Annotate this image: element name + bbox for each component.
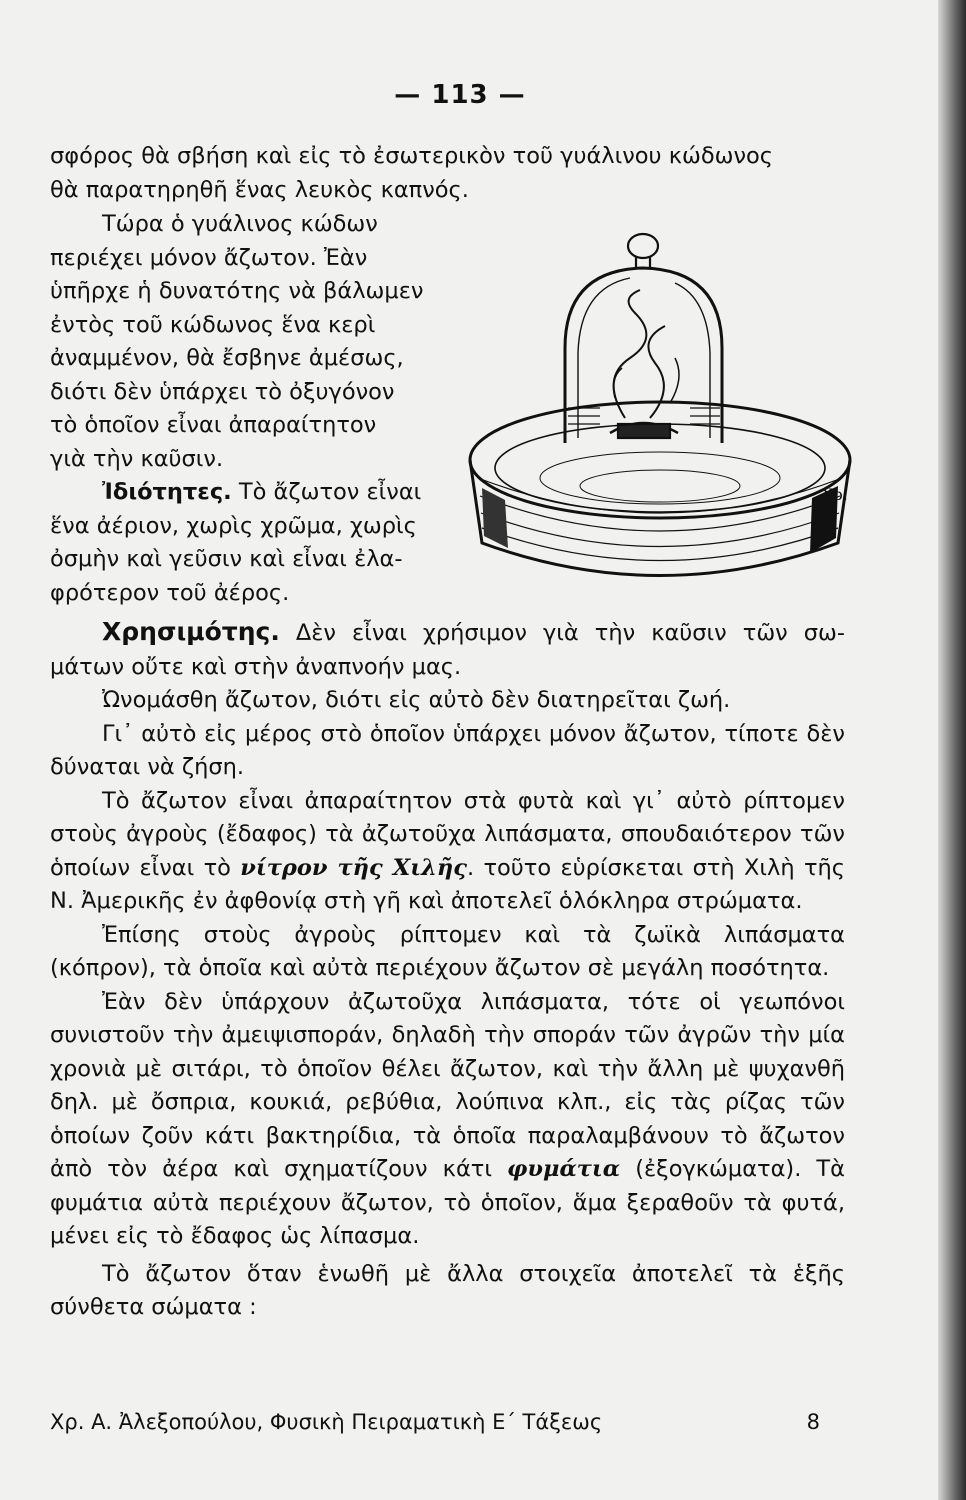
usefulness-text: Δὲν εἶναι χρήσιμον γιὰ τὴν καῦσιν τῶν σω-μάτων οὔτε καὶ στὴν ἀναπνοήν μας. xyxy=(50,620,845,680)
narrow-text-block xyxy=(50,208,455,610)
page-footer xyxy=(50,1410,820,1434)
text-line: ἐντὸς τοῦ κώδωνος ἕνα κερὶ xyxy=(50,311,376,338)
bell-jar-illustration xyxy=(460,228,855,593)
text-line: ὑπῆρχε ἡ δυνατότης νὰ βάλωμεν xyxy=(50,278,424,304)
footer-signature-number: 8 xyxy=(806,1410,820,1434)
page-number: — 113 — xyxy=(394,80,526,110)
text-line: τὸ ὁποῖον εἶναι ἀπαραίτητον xyxy=(50,412,377,438)
rotation-paragraph xyxy=(50,986,845,1254)
text-span: (ἐξογκώματα). Τὰ φυμάτια αὐτὰ περιέχουν ἄζωτον, τὸ ὁποῖον, ἅμα ξεραθοῦν τὰ φυτά, μένει εἰς τὸ ἔδαφος ὡς λίπασμα. xyxy=(50,1156,846,1249)
paragraph: Ὠνομάσθη ἄζωτον, διότι εἰς αὐτὸ δὲν διατηρεῖται ζωή. xyxy=(102,687,731,713)
usefulness-heading: Χρησιμότης. xyxy=(102,617,280,646)
paragraph: Γι᾿ αὐτὸ εἰς μέρος στὸ ὁποῖον ὑπάρχει μόνον ἄζωτον, τίποτε δὲν δύναται νὰ ζήση. xyxy=(50,720,845,780)
book-spine-shadow xyxy=(938,0,966,1500)
manure-paragraph: Ἐπίσης στοὺς ἀγροὺς ρίπτομεν καὶ τὰ ζωϊκὰ λιπάσματα (κόπρον), τὰ ὁποῖα καὶ αὐτὰ περιέχουν ἄζωτον σὲ μεγάλη ποσότητα. xyxy=(50,921,845,981)
emphasis-nodules: φυμάτια xyxy=(507,1156,621,1182)
fertilizer-paragraph xyxy=(50,785,845,919)
text-line: ἕνα ἀέριον, χωρὶς χρῶμα, χωρὶς xyxy=(50,512,417,539)
text-span: . τοῦτο εὑρίσκεται στὴ Χιλὴ τῆς Ν. Ἀμερικῆς ἐν ἀφθονίᾳ στὴ γῆ καὶ ἀποτελεῖ ὁλόκληρα στρώματα. xyxy=(50,854,845,914)
text-line: σφόρος θὰ σβήση καὶ εἰς τὸ ἐσωτερικὸν τοῦ γυάλινου κώδωνος xyxy=(50,143,773,169)
text-line: περιέχει μόνον ἄζωτον. Ἐὰν xyxy=(50,244,368,271)
text-line: ὀσμὴν καὶ γεῦσιν καὶ εἶναι ἐλα- xyxy=(50,546,403,572)
emphasis-chile-saltpeter: νίτρον τῆς Χιλῆς xyxy=(240,854,467,881)
text-line: διότι δὲν ὑπάρχει τὸ ὀξυγόνον xyxy=(50,378,395,405)
text-span: Ἐὰν δὲν ὑπάρχουν ἀζωτοῦχα λιπάσματα, τότε οἱ γεωπόνοι συνιστοῦν τὴν ἀμειψισποράν, δηλαδὴ τὴν σποράν τῶν ἀγρῶν τὴν μία χρονιὰ μὲ σιτάρι, τὸ ὁποῖον θέλει ἄζωτον, καὶ τὴν ἄλλη μὲ ψυχανθῆ δηλ. μὲ ὄσπρια, κουκιά, ρεβύθια, λούπινα κλπ., εἰς τὰς ρίζας τῶν ὁποίων ζοῦν κάτι βακτηρίδια, τὰ ὁποῖα παραλαμβάνουν τὸ ἄζωτον ἀπὸ τὸν ἀέρα καὶ σχηματίζουν κάτι xyxy=(50,988,845,1182)
text-span: Τὸ ἄζωτον εἶναι ἀπαραίτητον στὰ φυτὰ καὶ γι᾿ αὐτὸ ρίπτομεν στοὺς ἀγροὺς (ἔδαφος) τὰ ἀζωτοῦχα λιπάσματα, σπουδαιότερον τῶν ὁποίων εἶναι τὸ xyxy=(50,787,845,881)
text-line: θὰ παρατηρηθῆ ἕνας λευκὸς καπνός. xyxy=(50,176,469,203)
body-text xyxy=(50,615,845,1325)
text-line: Τώρα ὁ γυάλινος κώδων xyxy=(102,211,378,237)
text-span: Τὸ ἄζωτον εἶναι xyxy=(238,479,422,505)
last-paragraph: Τὸ ἄζωτον ὅταν ἑνωθῆ μὲ ἄλλα στοιχεῖα ἀποτελεῖ τὰ ἑξῆς σύνθετα σώματα : xyxy=(50,1260,845,1320)
text-line xyxy=(50,476,455,510)
properties-heading: Ἰδιότητες. xyxy=(102,479,232,505)
text-line: ἀναμμένον, θὰ ἔσβηνε ἀμέσως, xyxy=(50,345,404,371)
footer-book-credit: Χρ. Α. Ἀλεξοπούλου, Φυσικὴ Πειραματικὴ Ε΄ Τάξεως xyxy=(50,1410,603,1434)
illustrator-signature: Χρ. xyxy=(822,485,848,504)
top-paragraph xyxy=(50,140,845,207)
text-line: γιὰ τὴν καῦσιν. xyxy=(50,445,224,472)
text-line: φρότερον τοῦ ἀέρος. xyxy=(50,579,290,606)
usefulness-paragraph xyxy=(50,615,845,684)
